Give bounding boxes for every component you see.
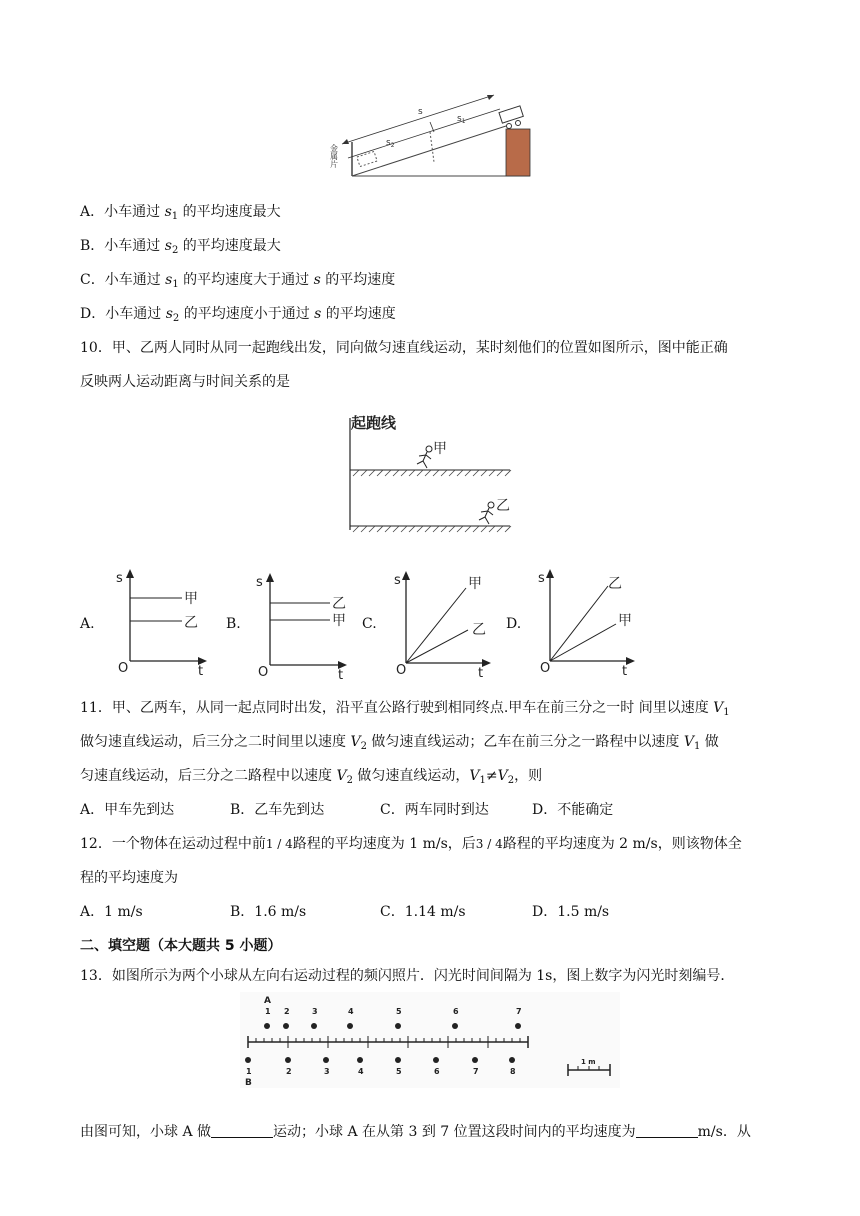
q10-option-a-label: A. [80,616,95,632]
svg-text:3: 3 [312,1007,318,1016]
svg-text:s: s [256,575,263,590]
ramp-figure [330,92,535,182]
svg-text:s1: $s_1$ [457,114,466,125]
svg-text:3: 3 [324,1067,330,1076]
svg-text:甲: 甲 [332,613,346,629]
q12-option-b: B．1.6 m/s [230,904,307,920]
q11-stem-line2: 做匀速直线运动，后三分之二时间里以速度 $V_2$ 做匀速直线运动；乙车在前三分之一路程中以速度 $V_1$ 做 [80,734,719,752]
svg-text:s2: $s_2$ [386,138,395,149]
svg-text:t: t [622,664,628,676]
answer-blank-2[interactable] [636,1123,698,1138]
q12-option-c: C．1.14 m/s [380,904,466,920]
svg-text:起跑线: 起跑线 [351,414,397,432]
svg-text:O: O [396,663,407,678]
q12-option-a: A．1 m/s [80,904,143,920]
q9-option-b: B．小车通过 $s_2$ 的平均速度最大 [80,238,281,256]
q10-option-c-label: C. [362,616,377,632]
q12-option-d: D．1.5 m/s [532,904,610,920]
svg-text:8: 8 [510,1067,516,1076]
svg-text:甲: 甲 [468,576,482,592]
svg-text:2: 2 [286,1067,292,1076]
svg-text:2: 2 [284,1007,290,1016]
svg-text:乙: 乙 [608,576,622,592]
metal-label: 金属片 [330,144,339,168]
q10-option-b-label: B. [226,616,241,632]
svg-text:7: 7 [473,1067,479,1076]
q11-option-d: D．不能确定 [532,802,614,818]
runner-icon [417,446,432,468]
svg-text:乙: 乙 [184,615,198,631]
svg-text:O: O [258,665,269,680]
svg-text:t: t [198,664,204,676]
graph-option-d [532,566,642,676]
q13-stem-line1: 13．如图所示为两个小球从左向右运动过程的频闪照片．闪光时间间隔为 1s，图上数字为闪光时刻编号． [80,968,735,984]
q9-option-a: A．小车通过 $s_1$ 的平均速度最大 [80,204,281,222]
start-line-figure [345,408,515,538]
q10-stem-line2: 反映两人运动距离与时间关系的是 [80,374,290,390]
q9-option-c: C．小车通过 $s_1$ 的平均速度大于通过 s 的平均速度 [80,272,396,290]
q9-option-d: D．小车通过 $s_2$ 的平均速度小于通过 s 的平均速度 [80,306,396,324]
svg-text:甲: 甲 [433,441,447,457]
svg-text:A: A [264,996,271,1006]
graph-option-c [388,568,498,678]
q12-stem-line2: 程的平均速度为 [80,870,178,886]
svg-text:6: 6 [434,1067,440,1076]
q11-stem-line3: 匀速直线运动，后三分之二路程中以速度 $V_2$ 做匀速直线运动，$V_1\ne V_2$，则 [80,768,543,786]
graph-option-a [110,566,210,676]
svg-text:乙: 乙 [332,596,346,612]
section-heading: 二、填空题（本大题共 5 小题） [80,938,282,954]
svg-text:甲: 甲 [618,613,632,629]
svg-text:6: 6 [453,1007,459,1016]
svg-text:s: s [538,571,545,586]
svg-text:5: 5 [396,1067,402,1076]
q11-option-c: C．两车同时到达 [380,802,489,818]
q11-option-a: A．甲车先到达 [80,802,175,818]
svg-text:t: t [478,666,484,678]
svg-text:s: s [116,571,123,586]
strobe-photo-figure [240,992,620,1088]
svg-text:4: 4 [348,1007,354,1016]
svg-text:乙: 乙 [496,498,510,514]
svg-text:甲: 甲 [184,591,198,607]
q11-stem-line1: 11．甲、乙两车，从同一起点同时出发，沿平直公路行驶到相同终点.甲车在前三分之一时 间里以速度 $V_1$ [80,700,730,718]
q12-stem-line1: 12．一个物体在运动过程中前1 / 4路程的平均速度为 1 m/s，后3 / 4路程的平均速度为 2 m/s，则该物体全 [80,836,742,852]
q13-stem-line2: 由图可知，小球 A 做 运动；小球 A 在从第 3 到 7 位置这段时间内的平均速度为 m/s．从 [80,1124,751,1140]
svg-text:4: 4 [358,1067,364,1076]
graph-option-b [250,570,350,680]
support-block [506,129,530,176]
svg-text:O: O [540,661,551,676]
svg-text:1 m: 1 m [581,1058,596,1066]
svg-text:乙: 乙 [472,622,486,638]
q11-option-b: B．乙车先到达 [230,802,325,818]
svg-text:7: 7 [516,1007,522,1016]
answer-blank-1[interactable] [211,1123,273,1138]
q10-option-d-label: D. [506,616,522,632]
svg-text:B: B [245,1078,252,1088]
runner-icon [479,502,494,524]
svg-text:1: 1 [246,1067,252,1076]
svg-text:s: s [418,107,423,117]
svg-text:t: t [338,668,344,680]
svg-text:s: s [394,573,401,588]
cart-icon [499,106,523,129]
q10-stem-line1: 10．甲、乙两人同时从同一起跑线出发，同向做匀速直线运动，某时刻他们的位置如图所示，图中能正确 [80,340,728,356]
svg-text:1: 1 [265,1007,271,1016]
svg-text:5: 5 [396,1007,402,1016]
svg-text:O: O [118,661,129,676]
